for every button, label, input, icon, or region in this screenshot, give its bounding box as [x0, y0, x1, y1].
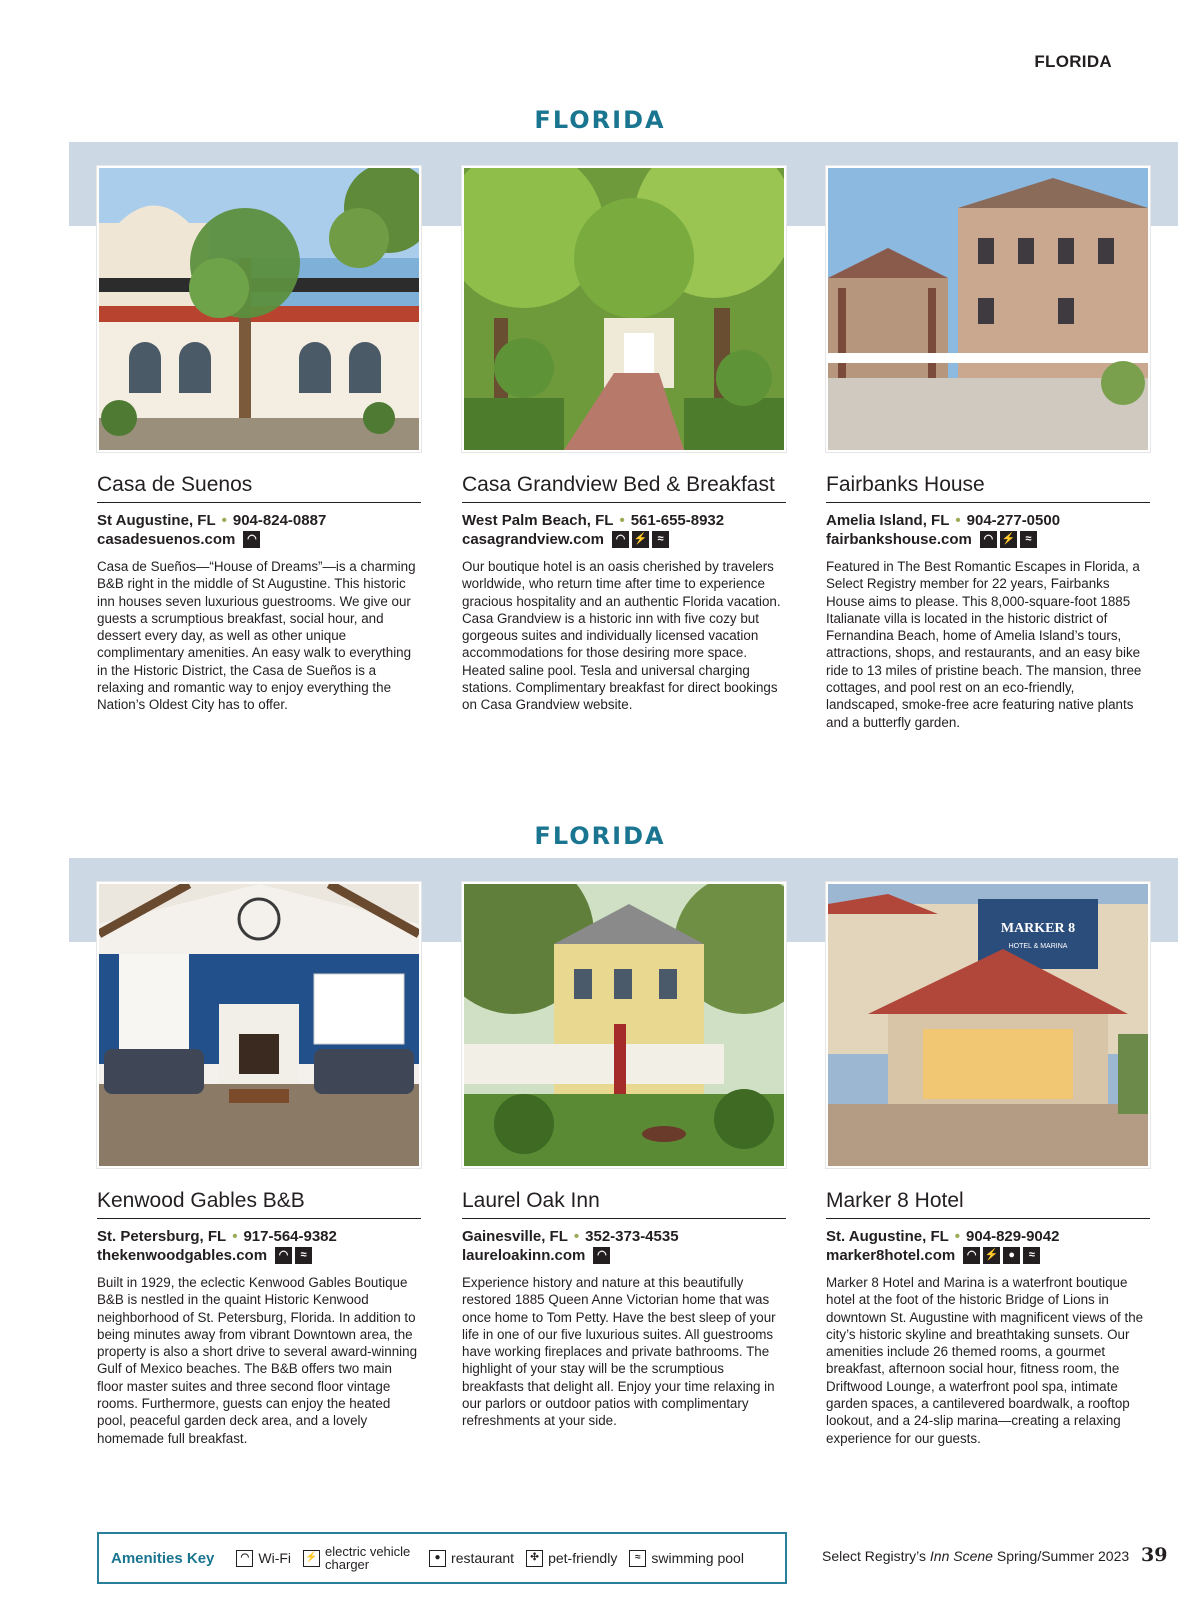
footer-publisher: Select Registry’s [822, 1548, 927, 1564]
section-title: FLORIDA [534, 106, 666, 134]
ev-charger-icon: ⚡ [1000, 531, 1017, 548]
key-label: restaurant [451, 1550, 515, 1566]
hotel-sign-subtext: HOTEL & MARINA [1008, 943, 1068, 950]
wifi-icon: ◠ [243, 531, 260, 548]
separator-dot: • [221, 512, 227, 529]
wifi-icon: ◠ [236, 1550, 253, 1567]
listing-description: Our boutique hotel is an oasis cherished by travelers worldwide, who return time after time to experience gracious hospitality and an authentic Florida vacation. Casa Grandview is a historic inn with five cozy but gorgeous suites and individually licensed vacation accommodations for those desiring more space. Heated saline pool. Tesla and universal charging stations. Complimentary breakfast for direct bookings on Casa Grandview website. [462, 559, 781, 713]
swimming-pool-icon: ≈ [1020, 531, 1037, 548]
listing-description: Featured in The Best Romantic Escapes in Florida, a Select Registry member for 22 years, Fairbanks House aims to please. This 8,000-square-foot 1885 Italianate villa is located in the historic district of Fernandina Beach, home of Amelia Island’s tours, attractions, shops, and restaurants, and an easy bike ride to 13 miles of pristine beach. The mansion, three cottages, and pool rest on an eco-friendly, landscaped, smoke-free acre featuring native plants and a butterfly garden. [826, 559, 1142, 730]
page-number: 39 [1141, 1544, 1168, 1566]
listing-website[interactable]: laureloakinn.com [462, 1247, 586, 1264]
separator-dot: • [955, 512, 961, 529]
listing-location: West Palm Beach, FL [462, 512, 614, 529]
wifi-icon: ◠ [980, 531, 997, 548]
swimming-pool-icon: ≈ [652, 531, 669, 548]
separator-dot: • [954, 1228, 961, 1245]
listing-website[interactable]: thekenwoodgables.com [97, 1247, 268, 1264]
listing-photo [97, 882, 421, 1168]
listing-location: St. Augustine, FL [826, 1228, 949, 1245]
listing-name: Casa Grandview Bed & Breakfast [462, 472, 786, 503]
swimming-pool-icon: ≈ [1023, 1247, 1040, 1264]
hotel-sign-text: MARKER 8 [1000, 921, 1076, 936]
listing-contact [826, 511, 1150, 530]
running-head: FLORIDA [1034, 52, 1112, 71]
listing-contact [97, 1227, 421, 1246]
listing-location: Amelia Island, FL [826, 512, 950, 529]
listing-phone[interactable]: 917-564-9382 [243, 1228, 337, 1245]
listing-description: Experience history and nature at this beautifully restored 1885 Queen Anne Victorian home that was once home to Tom Petty. Have the best sleep of your life in one of our five luxurious suites. All guestrooms have working fireplaces and private bathrooms. The highlight of your stay will be the scrumptious breakfasts that delight all. Enjoy your time relaxing in our parlors or outdoor patios with complimentary refreshments at your side. [462, 1275, 776, 1429]
page-footer [822, 1544, 1168, 1566]
key-item-restaurant [429, 1550, 514, 1567]
listing-description: Built in 1929, the eclectic Kenwood Gables Boutique B&B is nestled in the quaint Historic Kenwood neighborhood of St. Petersburg, Florida. In addition to being minutes away from vibrant Downtown area, the property is also a short drive to several award-winning Gulf of Mexico beaches. The B&B offers two main floor master suites and three second floor vintage rooms. Furthermore, guests can enjoy the heated pool, peaceful garden deck area, and a lovely homemade full breakfast. [97, 1275, 418, 1446]
footer-issue: Spring/Summer 2023 [996, 1548, 1130, 1564]
listing-card-casa-grandview [462, 166, 786, 714]
ev-charger-icon: ⚡ [632, 531, 649, 548]
listing-photo [462, 166, 786, 452]
listing-phone[interactable]: 904-824-0887 [232, 512, 327, 529]
inn-photo-illustration [828, 884, 1148, 1166]
key-item-wifi [236, 1550, 291, 1567]
listing-location: Gainesville, FL [462, 1228, 568, 1245]
listing-photo [97, 166, 421, 452]
listing-website[interactable]: marker8hotel.com [826, 1247, 956, 1264]
section-title: FLORIDA [534, 822, 666, 850]
key-item-swimming-pool [629, 1550, 744, 1567]
ev-charger-icon: ⚡ [983, 1247, 1000, 1264]
listing-contact [462, 511, 786, 530]
restaurant-icon: ● [429, 1550, 446, 1567]
wifi-icon: ◠ [612, 531, 629, 548]
listing-card-laurel-oak-inn [462, 882, 786, 1430]
swimming-pool-icon: ≈ [295, 1247, 312, 1264]
listing-phone[interactable]: 904-277-0500 [966, 512, 1061, 529]
key-label: swimming pool [651, 1550, 744, 1566]
listing-card-fairbanks-house [826, 166, 1150, 731]
listing-photo [462, 882, 786, 1168]
inn-photo-illustration [828, 168, 1148, 450]
restaurant-icon: ● [1003, 1247, 1020, 1264]
swimming-pool-icon: ≈ [629, 1550, 646, 1567]
inn-photo-illustration [99, 884, 419, 1166]
wifi-icon: ◠ [593, 1247, 610, 1264]
key-item-pet-friendly [526, 1550, 617, 1567]
listing-website[interactable]: casadesuenos.com [97, 531, 236, 548]
listing-phone[interactable]: 352-373-4535 [585, 1228, 679, 1245]
inn-photo-illustration [464, 168, 784, 450]
separator-dot: • [573, 1228, 580, 1245]
listing-photo [826, 166, 1150, 452]
listing-photo [826, 882, 1150, 1168]
listing-name: Fairbanks House [826, 472, 1150, 503]
footer-magazine: Inn Scene [929, 1548, 993, 1564]
key-item-ev-charger [303, 1545, 417, 1571]
amenities-key [97, 1532, 787, 1584]
listing-contact [462, 1227, 786, 1246]
separator-dot: • [232, 1228, 238, 1245]
listing-card-casa-de-suenos [97, 166, 421, 714]
listing-name: Kenwood Gables B&B [97, 1188, 421, 1219]
listing-website[interactable]: casagrandview.com [462, 531, 605, 548]
listing-location: St. Petersburg, FL [97, 1228, 227, 1245]
wifi-icon: ◠ [275, 1247, 292, 1264]
inn-photo-illustration [99, 168, 419, 450]
wifi-icon: ◠ [963, 1247, 980, 1264]
listing-location: St Augustine, FL [97, 512, 216, 529]
separator-dot: • [619, 512, 625, 529]
listing-phone[interactable]: 561-655-8932 [630, 512, 725, 529]
listing-card-kenwood-gables [97, 882, 421, 1447]
listing-website[interactable]: fairbankshouse.com [826, 531, 972, 548]
section-1 [0, 106, 1200, 746]
key-label: electric vehicle charger [325, 1544, 411, 1572]
amenities-key-title: Amenities Key [111, 1549, 215, 1567]
inn-photo-illustration [464, 884, 784, 1166]
listing-contact [826, 1227, 1150, 1246]
listing-phone[interactable]: 904-829-9042 [966, 1228, 1060, 1245]
listing-description: Casa de Sueños—“House of Dreams”—is a charming B&B right in the middle of St Augustine. This historic inn houses seven luxurious guestrooms. We give our guests a scrumptious breakfast, social hour, and dessert every day, as well as other unique complimentary amenities. An easy walk to everything in the Historic District, the Casa de Sueños is a relaxing and romantic way to enjoy everything the Nation’s Oldest City has to offer. [97, 559, 416, 713]
listing-name: Marker 8 Hotel [826, 1188, 1150, 1219]
listing-card-marker-8-hotel [826, 882, 1150, 1447]
listing-description: Marker 8 Hotel and Marina is a waterfront boutique hotel at the foot of the historic Bridge of Lions in downtown St. Augustine with magnificent views of the city’s historic skyline and breathtaking sunsets. Our amenities include 26 themed rooms, a gourmet breakfast, afternoon social hour, fitness room, the Driftwood Lounge, a waterfront pool spa, intimate garden spaces, a cantilevered boardwalk, a rooftop lookout, and a 24-slip marina—creating a relaxing experience for our guests. [826, 1275, 1144, 1446]
pet-friendly-icon: ✣ [526, 1550, 543, 1567]
listing-name: Casa de Suenos [97, 472, 421, 503]
key-label: pet-friendly [548, 1550, 618, 1566]
ev-charger-icon: ⚡ [303, 1550, 320, 1567]
listing-name: Laurel Oak Inn [462, 1188, 786, 1219]
listing-contact [97, 511, 421, 530]
section-2 [0, 822, 1200, 1462]
key-label: Wi-Fi [258, 1550, 292, 1566]
